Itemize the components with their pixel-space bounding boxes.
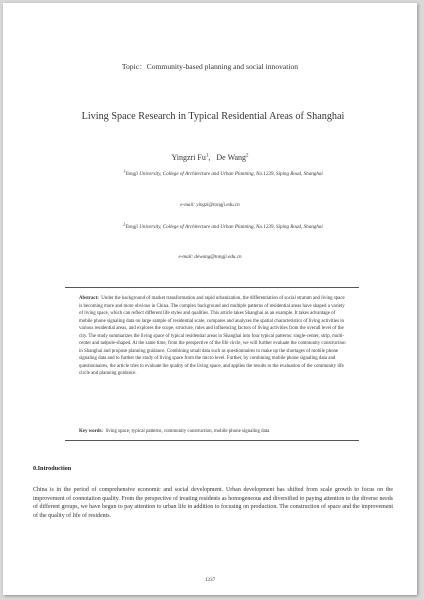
affiliation-2 bbox=[103, 221, 343, 232]
affiliation-1 bbox=[103, 168, 343, 179]
paper-title: Living Space Research in Typical Residential Areas of Shanghai bbox=[81, 111, 345, 122]
keywords-label: Key words: bbox=[79, 429, 104, 434]
email-1: e-mail: yingzi@tongji.edu.cn bbox=[180, 202, 240, 208]
topic-line: Topic：Community-based planning and social innovation bbox=[121, 62, 299, 71]
author-name: De Wang bbox=[216, 153, 247, 162]
affiliation-mark: 1 bbox=[123, 168, 126, 174]
abstract bbox=[79, 295, 347, 378]
email-2: e-mail: dewang@tongji.edu.cn bbox=[178, 254, 242, 260]
abstract-label: Abstract: bbox=[79, 296, 99, 301]
author-affiliation-mark: 2 bbox=[246, 153, 249, 159]
affiliation-text: Tongji University, College of Architecture and Urban Planning, No.1239, Siping Road, Shanghai bbox=[125, 171, 323, 177]
author-affiliation-mark: 1 bbox=[205, 153, 209, 159]
page-number: 1337 bbox=[204, 577, 216, 583]
section-heading: 0.Introduction bbox=[33, 465, 72, 472]
divider-top bbox=[65, 287, 359, 288]
author-name: Yingzri Fu bbox=[171, 153, 206, 162]
section-body: China is in the period of comprehensive economic and social development. Urban development has shifted from scale growth to focus on the improvement of connotation quality. From the perspective of treating residents as homogeneous and diversified to paying attention to the diverse needs of different groups, we have begun to pay attention to urban life in addition to focusing on production. The construction of space and the improvement of the quality of life of residents. bbox=[33, 487, 393, 520]
document-page bbox=[3, 3, 417, 595]
divider-bottom bbox=[65, 440, 359, 441]
affiliation-mark: 2 bbox=[123, 221, 126, 227]
abstract-text: Under the background of market transformation and rapid urbanization, the differentiation of social stratum and living space is becoming more and more obvious in China. The complex background and multiple patterns of residential areas have shaped a variety of living space, which can reflect different life styles and qualities. This article takes Shanghai as an example. It takes advantage of mobile phone signaling data on large sample of residential scale, compares and analyzes the spatial characteristics of living activities in various residential areas, and explores the scope, structure, rules and influencing factors of living activities from the overall level of the city. The study summarizes the living space of typical residential areas in Shanghai into four typical patterns: single-center, strip, multi-center and tadpole-shaped. At the same time, from the perspective of the life circle, we will further evaluate the community construction in Shanghai and propose planning guidance. Combining small data such as questionnaires to make up the shortages of mobile phone signaling data and to further the study of living space from the micro level. Further, by combining mobile phone signaling data and questionnaires, the article tries to evaluate the quality of the living space, and applies the results to the evaluation of the community life circle and planning guidance. bbox=[79, 296, 346, 377]
keywords-text: living space, typical patterns, community construction, mobile phone signaling data bbox=[105, 429, 270, 434]
affiliation-text: Tongji University, College of Architecture and Urban Planning, No.1239, Siping Road, Shanghai bbox=[125, 224, 323, 230]
author-list: Yingzri Fu$^1$, De Wang$^2$ bbox=[171, 153, 249, 162]
keywords bbox=[79, 429, 347, 434]
